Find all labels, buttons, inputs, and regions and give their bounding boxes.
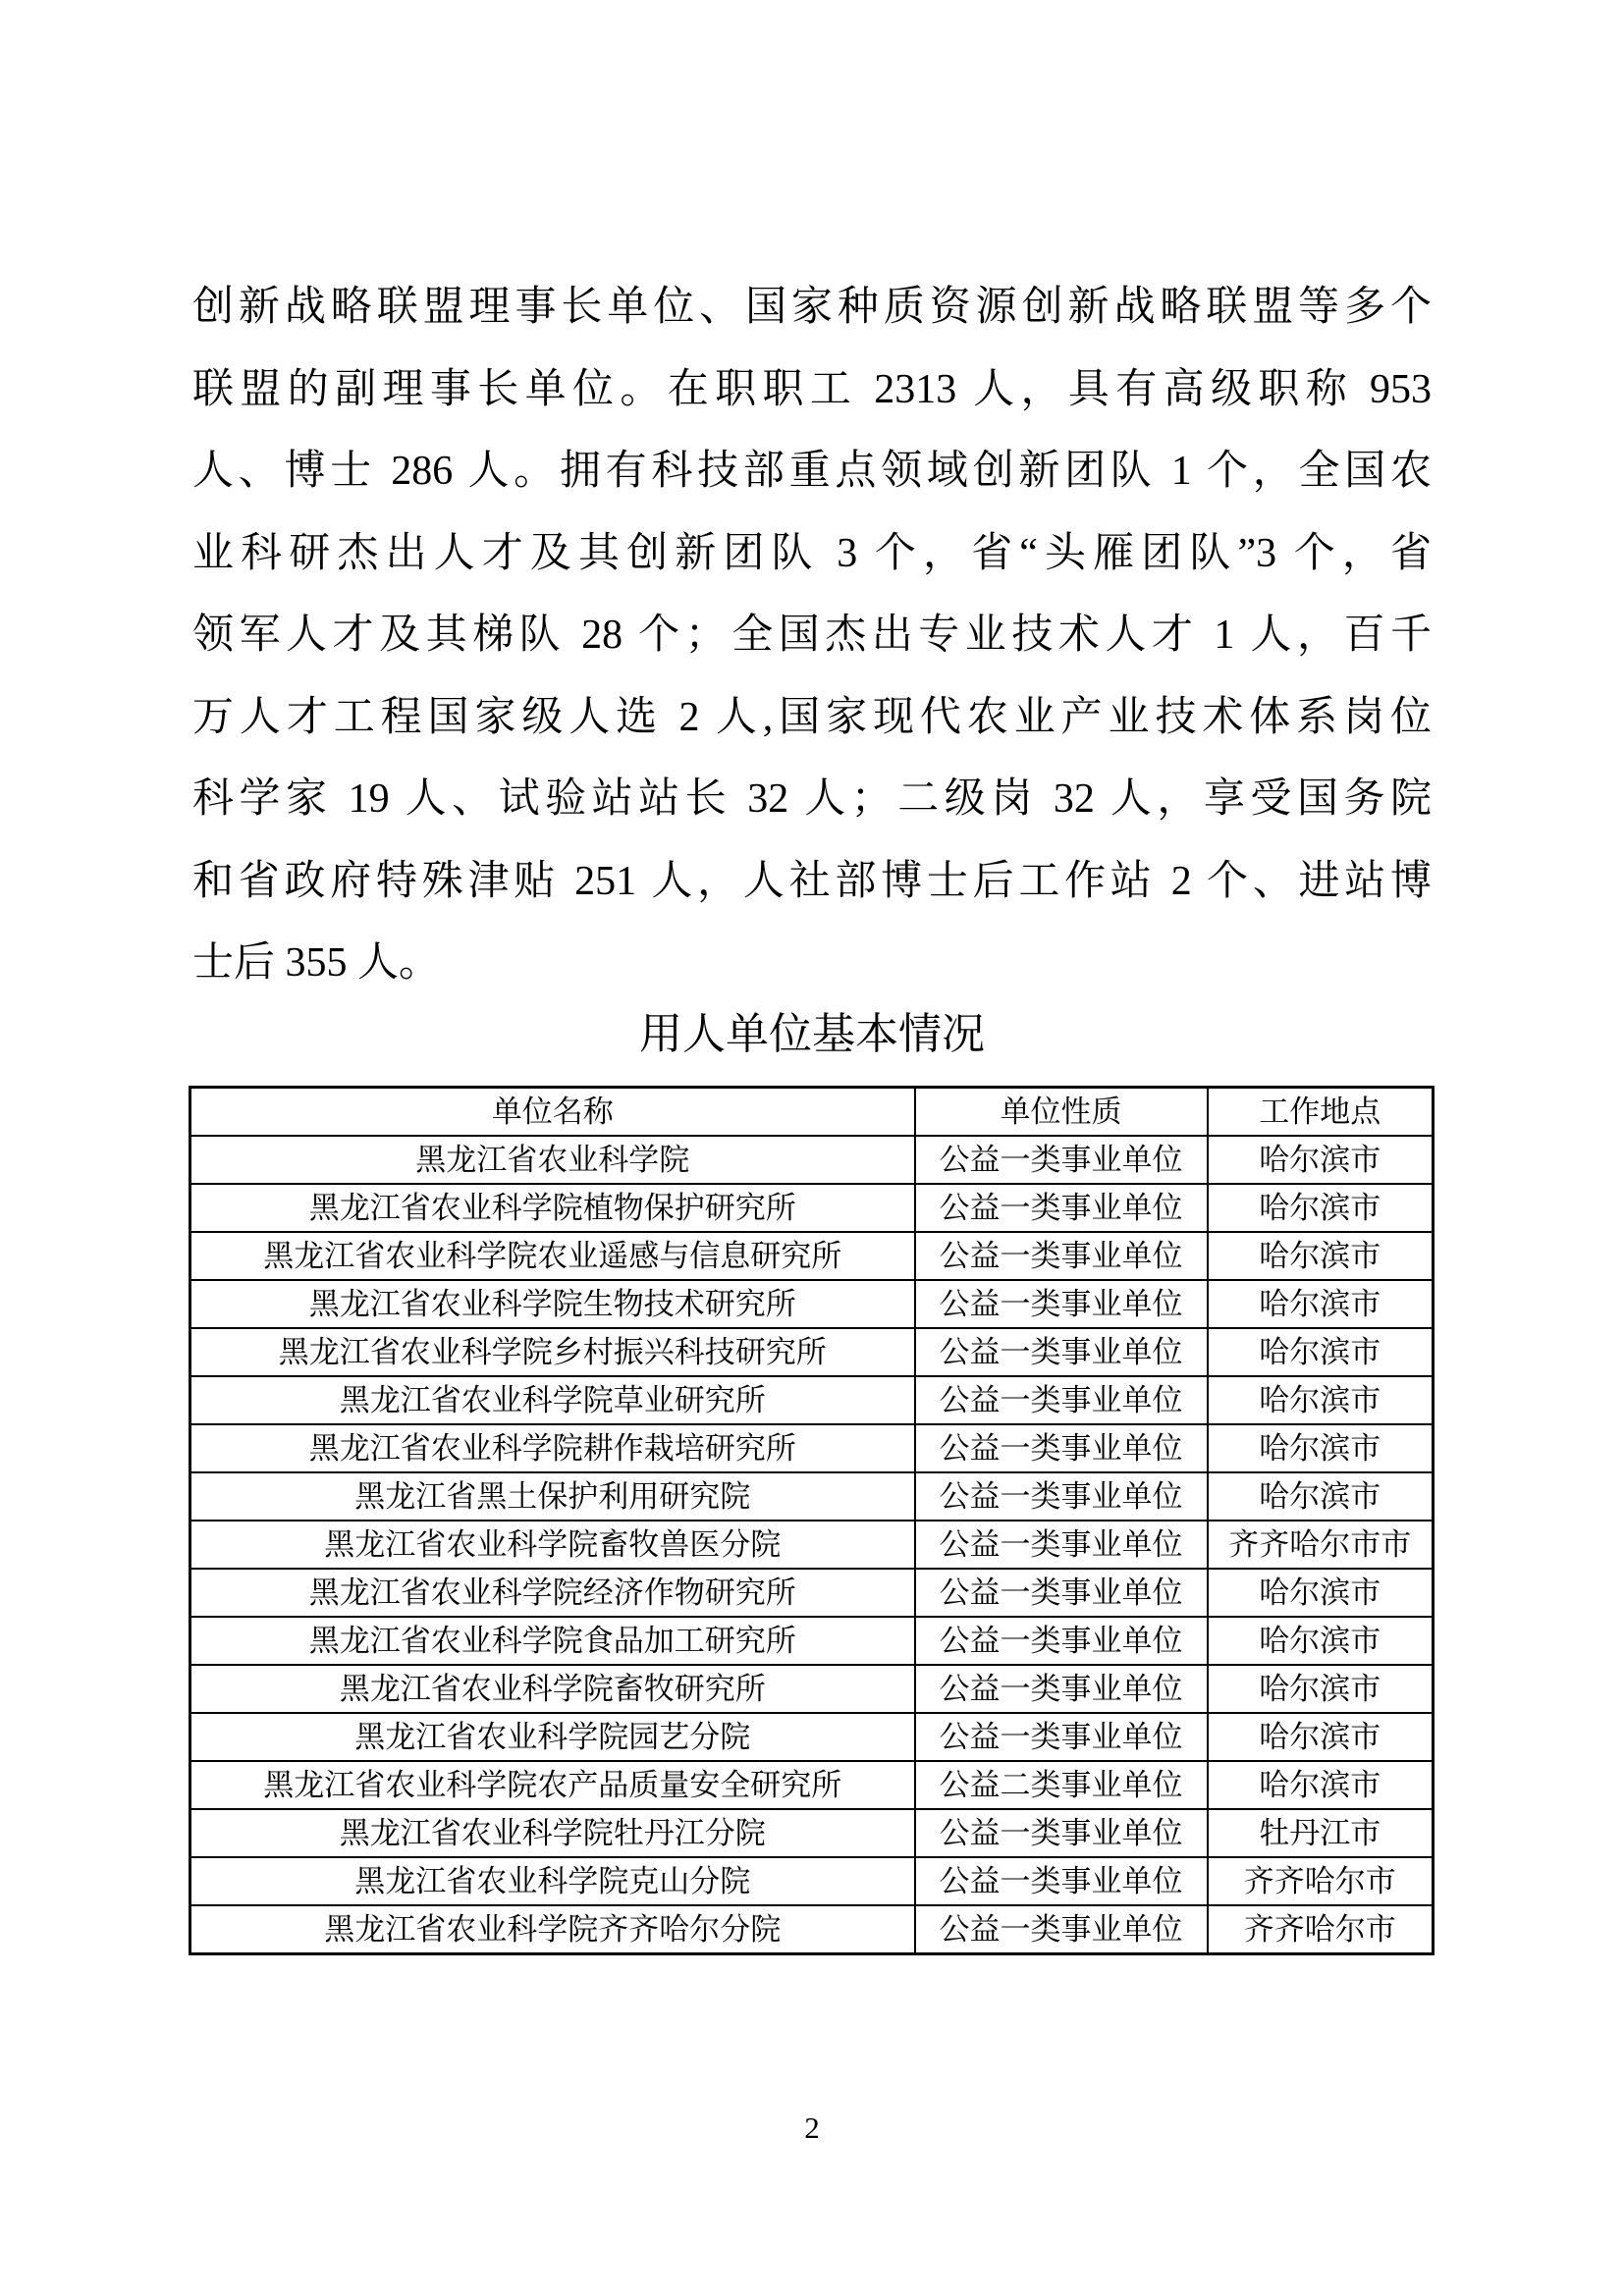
- table-row-8: [190, 1472, 1434, 1521]
- employer-table-body: [190, 1136, 1434, 1954]
- body-paragraph: [192, 267, 1432, 1005]
- column-header-1: 单位名称: [190, 1088, 915, 1137]
- table-cell: 哈尔滨市: [1208, 1761, 1434, 1809]
- table-cell: 公益二类事业单位: [915, 1761, 1208, 1809]
- table-cell: 公益一类事业单位: [915, 1905, 1208, 1954]
- page-number: 2: [804, 2110, 820, 2145]
- table-cell: 哈尔滨市: [1208, 1617, 1434, 1665]
- table-cell: 齐齐哈尔市: [1208, 1905, 1434, 1954]
- table-cell: 黑龙江省农业科学院植物保护研究所: [190, 1184, 915, 1232]
- table-cell: 哈尔滨市: [1208, 1424, 1434, 1472]
- table-cell: 公益一类事业单位: [915, 1280, 1208, 1328]
- paragraph-line-5: 领军人才及其梯队 28 个；全国杰出专业技术人才 1 人，百千: [192, 613, 1432, 658]
- paragraph-line-4: 业科研杰出人才及其创新团队 3 个，省“头雁团队”3 个，省: [192, 530, 1432, 576]
- table-cell: 公益一类事业单位: [915, 1617, 1208, 1665]
- paragraph-line-2: 联盟的副理事长单位。在职职工 2313 人，具有高级职称 953: [192, 366, 1432, 412]
- table-cell: 牡丹江市: [1208, 1809, 1434, 1857]
- table-row-17: [190, 1905, 1434, 1954]
- table-row-14: [190, 1761, 1434, 1809]
- table-cell: 哈尔滨市: [1208, 1472, 1434, 1521]
- table-row-2: [190, 1184, 1434, 1232]
- table-cell: 哈尔滨市: [1208, 1136, 1434, 1184]
- table-row-7: [190, 1424, 1434, 1472]
- table-cell: 黑龙江省农业科学院农业遥感与信息研究所: [190, 1232, 915, 1280]
- table-cell: 黑龙江省农业科学院耕作栽培研究所: [190, 1424, 915, 1472]
- employer-table-head: [190, 1088, 1434, 1137]
- table-row-4: [190, 1280, 1434, 1328]
- table-cell: 公益一类事业单位: [915, 1376, 1208, 1424]
- table-cell: 黑龙江省黑土保护利用研究院: [190, 1472, 915, 1521]
- table-cell: 黑龙江省农业科学院食品加工研究所: [190, 1617, 915, 1665]
- table-cell: 公益一类事业单位: [915, 1569, 1208, 1617]
- table-row-12: [190, 1665, 1434, 1713]
- paragraph-line-1: 创新战略联盟理事长单位、国家种质资源创新战略联盟等多个: [192, 285, 1432, 330]
- table-cell: 黑龙江省农业科学院经济作物研究所: [190, 1569, 915, 1617]
- table-cell: 公益一类事业单位: [915, 1328, 1208, 1376]
- table-row-13: [190, 1713, 1434, 1761]
- table-row-10: [190, 1569, 1434, 1617]
- table-cell: 公益一类事业单位: [915, 1136, 1208, 1184]
- table-cell: 哈尔滨市: [1208, 1376, 1434, 1424]
- table-cell: 公益一类事业单位: [915, 1713, 1208, 1761]
- paragraph-line-9: 士后 355 人。: [192, 940, 441, 986]
- table-row-11: [190, 1617, 1434, 1665]
- column-header-2: 单位性质: [915, 1088, 1208, 1137]
- table-cell: 公益一类事业单位: [915, 1521, 1208, 1569]
- table-cell: 黑龙江省农业科学院乡村振兴科技研究所: [190, 1328, 915, 1376]
- table-cell: 黑龙江省农业科学院: [190, 1136, 915, 1184]
- table-cell: 黑龙江省农业科学院生物技术研究所: [190, 1280, 915, 1328]
- table-row-5: [190, 1328, 1434, 1376]
- table-cell: 公益一类事业单位: [915, 1424, 1208, 1472]
- paragraph-line-8: 和省政府特殊津贴 251 人，人社部博士后工作站 2 个、进站博: [192, 858, 1432, 904]
- table-row-3: [190, 1232, 1434, 1280]
- table-row-16: [190, 1857, 1434, 1905]
- table-cell: 公益一类事业单位: [915, 1184, 1208, 1232]
- table-row-1: [190, 1136, 1434, 1184]
- table-cell: 哈尔滨市: [1208, 1569, 1434, 1617]
- table-cell: 公益一类事业单位: [915, 1232, 1208, 1280]
- table-cell: 黑龙江省农业科学院草业研究所: [190, 1376, 915, 1424]
- employer-table: [189, 1086, 1435, 1955]
- column-header-3: 工作地点: [1208, 1088, 1434, 1137]
- table-cell: 哈尔滨市: [1208, 1713, 1434, 1761]
- table-title: 用人单位基本情况: [639, 1010, 985, 1058]
- table-cell: 黑龙江省农业科学院克山分院: [190, 1857, 915, 1905]
- table-cell: 公益一类事业单位: [915, 1472, 1208, 1521]
- table-row-15: [190, 1809, 1434, 1857]
- paragraph-line-6: 万人才工程国家级人选 2 人,国家现代农业产业技术体系岗位: [192, 694, 1432, 740]
- table-cell: 黑龙江省农业科学院畜牧兽医分院: [190, 1521, 915, 1569]
- table-cell: 公益一类事业单位: [915, 1857, 1208, 1905]
- table-cell: 齐齐哈尔市: [1208, 1857, 1434, 1905]
- table-cell: 黑龙江省农业科学院畜牧研究所: [190, 1665, 915, 1713]
- table-cell: 哈尔滨市: [1208, 1328, 1434, 1376]
- table-cell: 黑龙江省农业科学院农产品质量安全研究所: [190, 1761, 915, 1809]
- table-row-9: [190, 1521, 1434, 1569]
- table-cell: 公益一类事业单位: [915, 1665, 1208, 1713]
- table-cell: 黑龙江省农业科学院牡丹江分院: [190, 1809, 915, 1857]
- paragraph-line-3: 人、博士 286 人。拥有科技部重点领域创新团队 1 个，全国农: [192, 449, 1432, 494]
- table-cell: 公益一类事业单位: [915, 1809, 1208, 1857]
- table-cell: 哈尔滨市: [1208, 1665, 1434, 1713]
- paragraph-line-7: 科学家 19 人、试验站站长 32 人；二级岗 32 人，享受国务院: [192, 776, 1432, 822]
- table-cell: 哈尔滨市: [1208, 1280, 1434, 1328]
- table-cell: 黑龙江省农业科学院齐齐哈尔分院: [190, 1905, 915, 1954]
- table-cell: 哈尔滨市: [1208, 1232, 1434, 1280]
- header-row: [190, 1088, 1434, 1137]
- table-cell: 齐齐哈尔市市: [1208, 1521, 1434, 1569]
- table-row-6: [190, 1376, 1434, 1424]
- table-cell: 黑龙江省农业科学院园艺分院: [190, 1713, 915, 1761]
- table-cell: 哈尔滨市: [1208, 1184, 1434, 1232]
